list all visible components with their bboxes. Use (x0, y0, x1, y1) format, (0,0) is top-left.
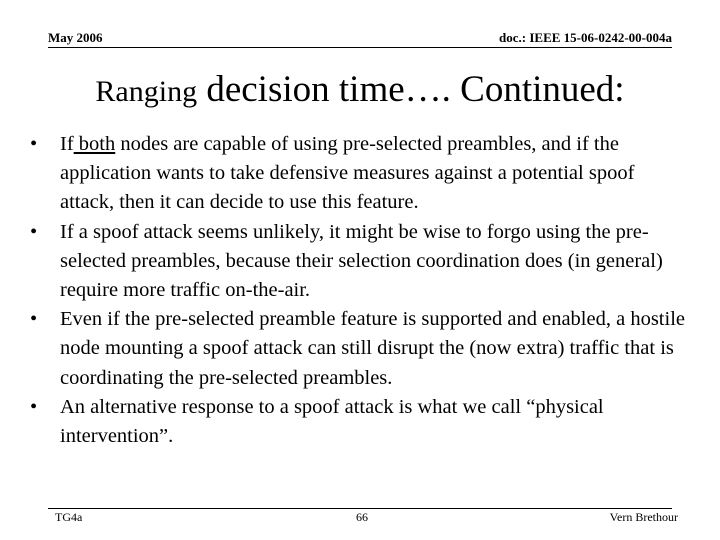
bullet-symbol: • (30, 133, 38, 155)
bullet-text-start: If (60, 133, 74, 155)
footer-rule (48, 508, 672, 509)
bullet-text-underlined: both (73, 133, 116, 155)
bullet-text: If a spoof attack seems unlikely, it might be wise to forgo using the pre-selected preambles, because their selection coordination does (in general) require more traffic on-the-air. (60, 220, 663, 302)
bullet-text: Even if the pre-selected preamble feature is supported and enabled, a hostile node mounting a spoof attack can still disrupt the (now extra) traffic that is coordinating the pre-selected preambles. (60, 308, 685, 389)
slide-title-lead: Ranging (95, 75, 198, 108)
bullet-symbol: • (30, 395, 38, 418)
bullet-symbol: • (30, 220, 38, 243)
bullet-text: An alternative response to a spoof attack is what we call “physical intervention”. (60, 395, 604, 448)
footer-page-number: 66 (356, 510, 368, 524)
bullet-item (30, 218, 690, 306)
bullet-item (30, 305, 690, 393)
header-date: May 2006 (48, 30, 103, 45)
footer-author: Vern Brethour (609, 510, 678, 524)
bullet-item (30, 130, 690, 218)
header-rule (48, 47, 672, 48)
bullet-list (30, 130, 690, 451)
header-doc-id: doc.: IEEE 15-06-0242-00-004a (499, 30, 672, 45)
bullet-item (30, 393, 690, 451)
slide-title (0, 68, 720, 111)
bullet-symbol: • (30, 308, 38, 331)
slide-title-rest: decision time…. Continued: (206, 69, 625, 110)
footer-group: TG4a (55, 510, 83, 524)
bullet-text-end: nodes are capable of using pre-selected preambles, and if the application wants to take defensive measures against a potential spoof attack, then it can decide to use this feature. (60, 133, 635, 214)
